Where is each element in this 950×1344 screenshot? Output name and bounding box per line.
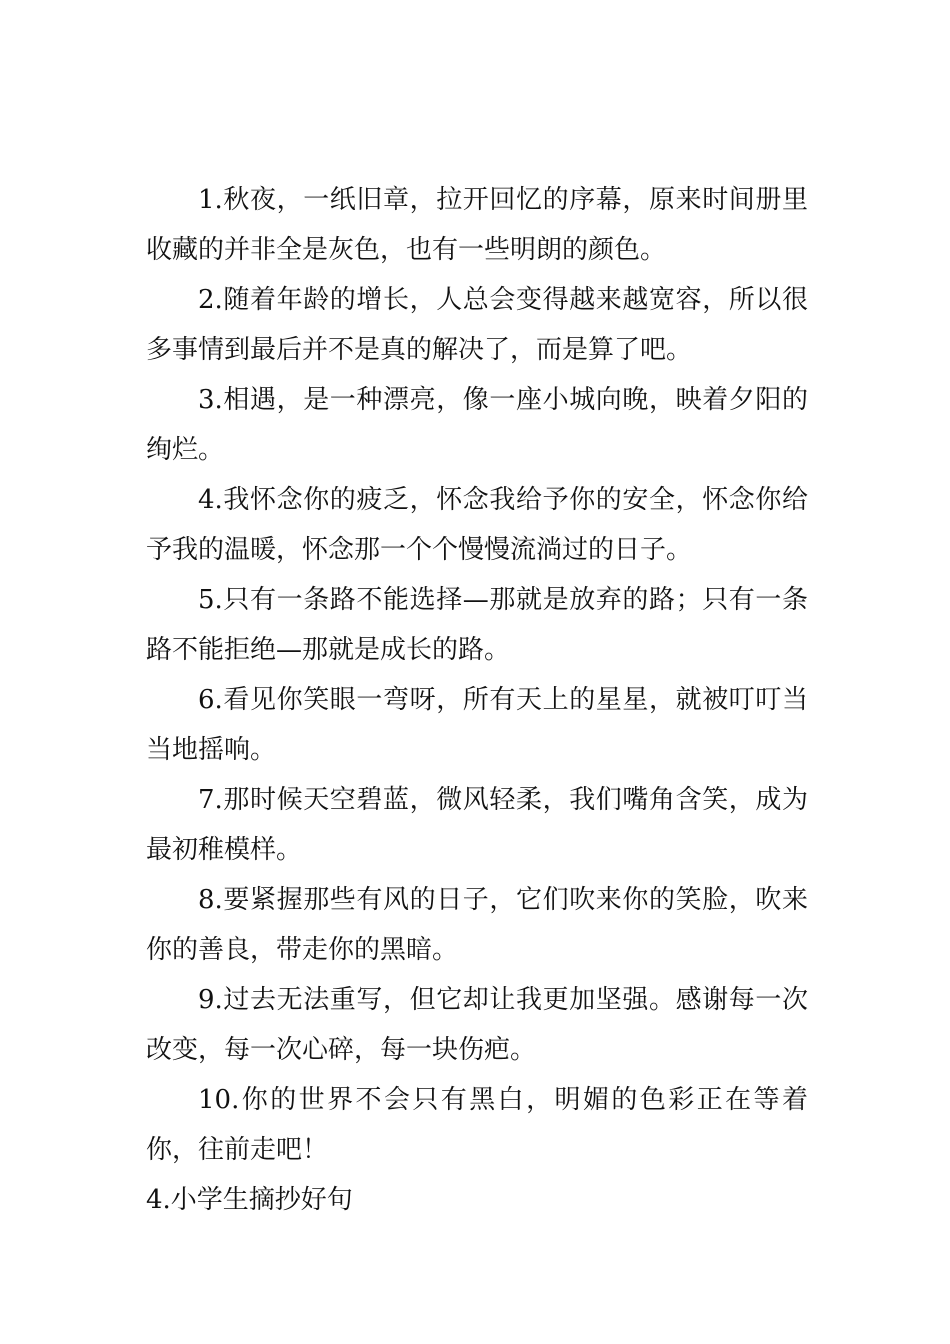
- paragraph-8: 8.要紧握那些有风的日子，它们吹来你的笑脸，吹来你的善良，带走你的黑暗。: [146, 885, 808, 965]
- document-body: [146, 175, 808, 1225]
- paragraph-2: 2.随着年龄的增长，人总会变得越来越宽容，所以很多事情到最后并不是真的解决了，而是算了吧。: [146, 285, 808, 365]
- paragraph-7: 7.那时候天空碧蓝，微风轻柔，我们嘴角含笑，成为最初稚模样。: [146, 785, 808, 865]
- paragraph-3: 3.相遇，是一种漂亮，像一座小城向晚，映着夕阳的绚烂。: [146, 385, 808, 465]
- paragraph-4: 4.我怀念你的疲乏，怀念我给予你的安全，怀念你给予我的温暖，怀念那一个个慢慢流淌过的日子。: [146, 485, 808, 565]
- paragraph-10: 10.你的世界不会只有黑白，明媚的色彩正在等着你，往前走吧！: [146, 1085, 808, 1165]
- section-heading: 4.小学生摘抄好句: [146, 1185, 353, 1215]
- paragraph-9: 9.过去无法重写，但它却让我更加坚强。感谢每一次改变，每一次心碎，每一块伤疤。: [146, 985, 808, 1065]
- paragraph-6: 6.看见你笑眼一弯呀，所有天上的星星，就被叮叮当当地摇响。: [146, 685, 808, 765]
- paragraph-5: 5.只有一条路不能选择—那就是放弃的路；只有一条路不能拒绝—那就是成长的路。: [146, 585, 808, 665]
- paragraph-1: 1.秋夜，一纸旧章，拉开回忆的序幕，原来时间册里收藏的并非全是灰色，也有一些明朗的颜色。: [146, 185, 808, 265]
